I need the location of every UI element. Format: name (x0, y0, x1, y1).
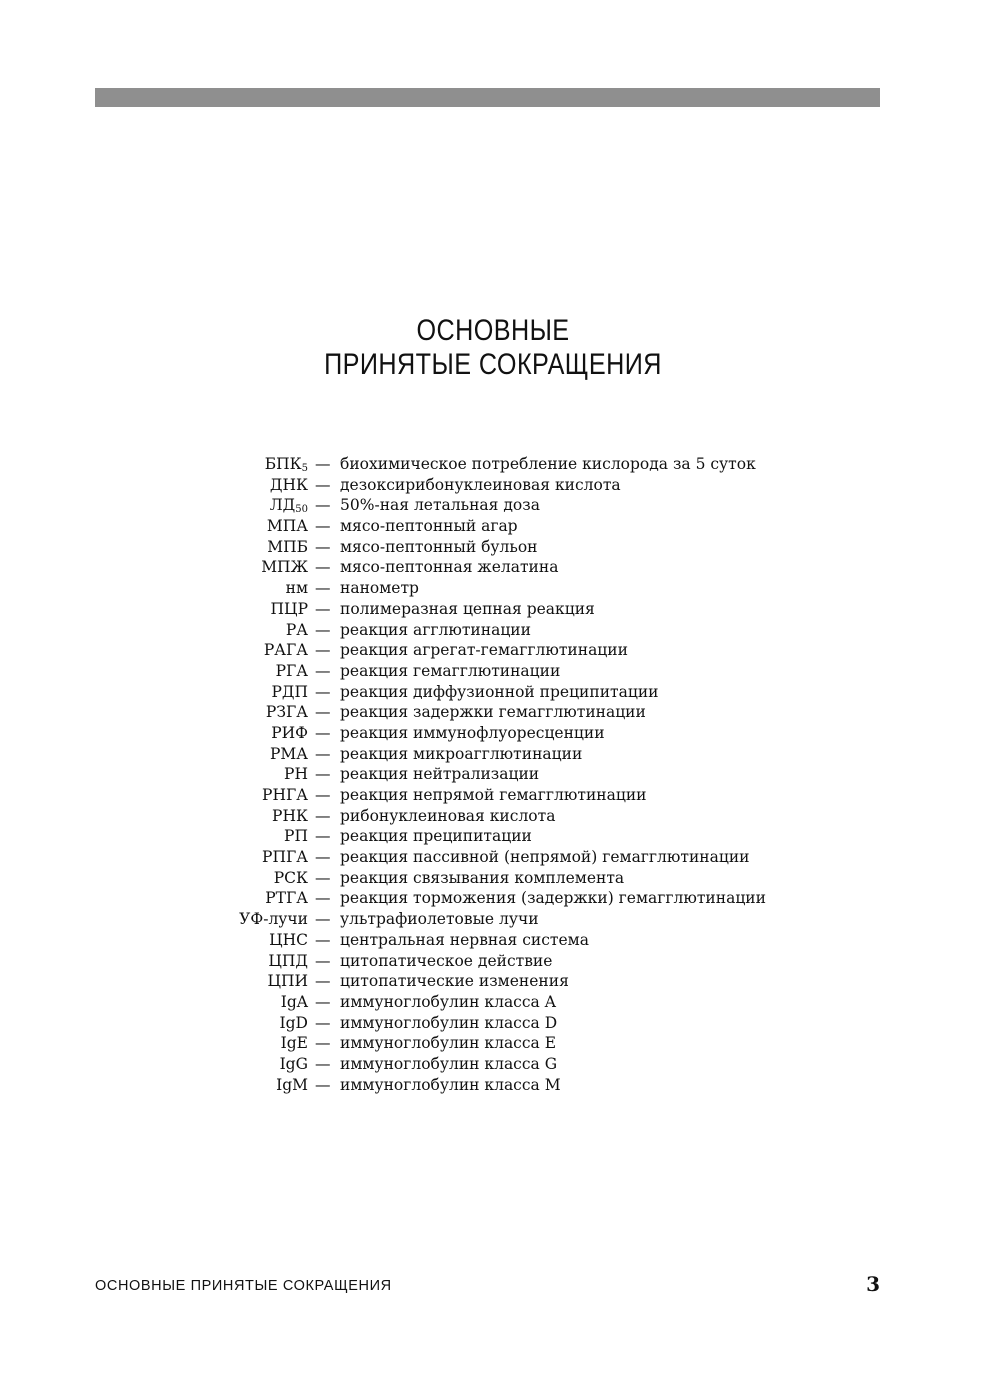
running-footer-title: ОСНОВНЫЕ ПРИНЯТЫЕ СОКРАЩЕНИЯ (95, 1278, 392, 1294)
abbreviation-definition: иммуноглобулин класса A (340, 992, 556, 1011)
abbreviation-row (0, 661, 986, 682)
abbreviation-term-text: РИФ (271, 723, 308, 742)
abbreviation-term (270, 495, 308, 516)
abbreviation-row (0, 888, 986, 909)
abbreviation-definition: реакция агглютинации (340, 620, 531, 639)
abbreviation-dash: — (315, 889, 331, 908)
abbreviation-term-text: IgG (279, 1054, 308, 1073)
abbreviation-term (276, 1075, 308, 1096)
abbreviation-dash: — (315, 992, 331, 1011)
abbreviation-term-text: РАГА (263, 641, 308, 660)
page-title (79, 314, 907, 382)
abbreviation-row (0, 495, 986, 516)
abbreviation-term-text: РЗГА (265, 703, 308, 722)
abbreviation-dash: — (315, 579, 331, 598)
abbreviation-dash: — (315, 868, 331, 887)
abbreviation-definition: иммуноглобулин класса M (340, 1075, 561, 1094)
abbreviation-row (0, 702, 986, 723)
abbreviation-term-text: БПК (264, 455, 302, 473)
abbreviation-dash: — (315, 723, 331, 742)
abbreviation-dash: — (315, 910, 331, 929)
abbreviation-row (0, 971, 986, 992)
abbreviation-dash: — (315, 1034, 331, 1053)
abbreviation-row (0, 682, 986, 703)
abbreviation-row (0, 723, 986, 744)
abbreviation-dash: — (315, 641, 331, 660)
abbreviation-definition: реакция преципитации (340, 827, 532, 846)
abbreviation-dash: — (315, 517, 331, 536)
abbreviation-term-text: РН (284, 765, 308, 784)
abbreviation-dash: — (315, 848, 331, 867)
abbreviation-term-text: УФ-лучи (239, 910, 308, 929)
abbreviation-term (269, 930, 308, 951)
abbreviation-row (0, 475, 986, 496)
abbreviation-dash: — (315, 765, 331, 784)
abbreviation-dash: — (315, 744, 331, 763)
abbreviation-term (264, 640, 308, 661)
abbreviation-term (281, 1033, 308, 1054)
abbreviation-definition: биохимическое потребление кислорода за 5 суток (340, 455, 756, 473)
abbreviation-dash: — (315, 1075, 331, 1094)
abbreviation-dash: — (315, 455, 331, 473)
abbreviation-term-text: РП (284, 827, 308, 846)
abbreviation-row (0, 826, 986, 847)
abbreviation-term-text: ДНК (269, 475, 308, 494)
abbreviation-dash: — (315, 930, 331, 949)
abbreviation-term (271, 599, 308, 620)
abbreviation-term-text: нм (285, 579, 308, 598)
abbreviation-dash: — (315, 620, 331, 639)
abbreviation-row (0, 557, 986, 578)
abbreviation-term-text: РСК (273, 868, 308, 887)
abbreviation-definition: реакция гемагглютинации (340, 661, 561, 680)
abbreviation-definition: иммуноглобулин класса D (340, 1013, 558, 1032)
abbreviation-dash: — (315, 475, 331, 494)
abbreviation-dash: — (315, 703, 331, 722)
abbreviation-term (265, 454, 308, 475)
abbreviation-definition: мясо-пептонный бульон (340, 537, 538, 556)
abbreviation-definition: мясо-пептонная желатина (340, 558, 559, 577)
abbreviation-term-text: ЦПИ (267, 972, 308, 991)
abbreviation-row (0, 992, 986, 1013)
abbreviation-term (267, 537, 308, 558)
abbreviation-definition: реакция непрямой гемагглютинации (340, 786, 647, 804)
abbreviation-row (0, 620, 986, 641)
abbreviation-definition: полимеразная цепная реакция (340, 599, 595, 618)
abbreviation-term-text: ЦПД (268, 951, 308, 970)
abbreviation-definition: мясо-пептонный агар (340, 517, 518, 536)
page-title-line-1: ОСНОВНЫЕ (416, 314, 570, 347)
abbreviation-row (0, 599, 986, 620)
abbreviation-definition: цитопатическое действие (340, 951, 553, 970)
abbreviation-definition: реакция иммунофлуоресценции (340, 723, 605, 742)
abbreviation-dash: — (315, 537, 331, 556)
abbreviation-term-text: ПЦР (270, 599, 308, 618)
abbreviation-definition: реакция торможения (задержки) гемагглютинации (340, 889, 766, 908)
abbreviation-definition: реакция нейтрализации (340, 765, 540, 784)
abbreviation-row (0, 744, 986, 765)
abbreviation-term (262, 847, 308, 868)
abbreviation-row (0, 806, 986, 827)
abbreviation-dash: — (315, 951, 331, 970)
abbreviation-term (271, 723, 308, 744)
abbreviation-term-text: РНК (272, 806, 308, 825)
abbreviation-row (0, 847, 986, 868)
abbreviation-term (280, 1013, 308, 1034)
abbreviation-dash: — (315, 1054, 331, 1073)
abbreviation-row (0, 1054, 986, 1075)
abbreviation-row (0, 764, 986, 785)
header-rule (95, 88, 880, 107)
abbreviation-dash: — (315, 1013, 331, 1032)
abbreviation-definition: нанометр (340, 579, 419, 598)
abbreviation-definition: цитопатические изменения (340, 972, 569, 991)
abbreviation-term (276, 661, 308, 682)
abbreviation-row (0, 537, 986, 558)
abbreviation-term-text: РГА (275, 661, 308, 680)
abbreviation-term (270, 475, 308, 496)
page-title-line-2: ПРИНЯТЫЕ СОКРАЩЕНИЯ (324, 348, 662, 381)
abbreviation-term (262, 785, 308, 806)
abbreviation-definition: дезоксирибонуклеиновая кислота (340, 475, 621, 494)
abbreviation-dash: — (315, 661, 331, 680)
abbreviation-definition: реакция пассивной (непрямой) гемагглютинации (340, 848, 750, 867)
abbreviation-term-text: IgM (276, 1075, 308, 1094)
abbreviation-definition: центральная нервная система (340, 930, 589, 949)
abbreviation-definition: иммуноглобулин класса G (340, 1054, 558, 1073)
abbreviation-definition: ультрафиолетовые лучи (340, 910, 539, 929)
abbreviation-term-text: РПГА (262, 848, 308, 867)
abbreviation-row (0, 516, 986, 537)
abbreviation-subscript: 5 (301, 463, 308, 474)
abbreviation-term-text: МПБ (267, 537, 308, 556)
abbreviation-term-text: ЦНС (269, 930, 308, 949)
abbreviation-dash: — (315, 599, 331, 618)
abbreviation-row (0, 1033, 986, 1054)
abbreviation-term (272, 806, 308, 827)
abbreviation-term (286, 620, 308, 641)
abbreviation-term-text: РНГА (262, 786, 308, 804)
abbreviation-row (0, 640, 986, 661)
abbreviation-definition: рибонуклеиновая кислота (340, 806, 556, 825)
abbreviation-term (239, 909, 308, 930)
abbreviation-definition: реакция связывания комплемента (340, 868, 625, 887)
abbreviation-term-text: МПА (266, 517, 308, 536)
abbreviation-row (0, 868, 986, 889)
abbreviation-row (0, 909, 986, 930)
abbreviation-term (270, 744, 308, 765)
abbreviation-dash: — (315, 496, 331, 515)
abbreviation-term (261, 557, 308, 578)
abbreviation-definition: реакция задержки гемагглютинации (340, 703, 646, 722)
abbreviation-term (267, 971, 308, 992)
abbreviation-term-text: IgD (279, 1013, 308, 1032)
abbreviation-subscript: 50 (295, 504, 308, 516)
abbreviation-term-text: МПЖ (261, 558, 308, 577)
abbreviation-term (268, 951, 308, 972)
abbreviation-list (0, 454, 986, 1095)
abbreviation-term (271, 682, 308, 703)
abbreviation-row (0, 930, 986, 951)
abbreviation-row (0, 951, 986, 972)
abbreviation-term (284, 764, 308, 785)
abbreviation-dash: — (315, 972, 331, 991)
page-number: 3 (866, 1272, 880, 1296)
abbreviation-term-text: IgA (280, 992, 308, 1011)
abbreviation-row (0, 1013, 986, 1034)
abbreviation-dash: — (315, 827, 331, 846)
abbreviation-term (281, 992, 308, 1013)
abbreviation-term (266, 702, 308, 723)
abbreviation-term (274, 868, 308, 889)
abbreviation-term (280, 1054, 308, 1075)
abbreviation-definition: реакция диффузионной преципитации (340, 682, 659, 701)
abbreviation-dash: — (315, 682, 331, 701)
abbreviation-term (267, 516, 308, 537)
abbreviation-term-text: РМА (269, 744, 308, 763)
abbreviation-term-text: РА (285, 620, 308, 639)
abbreviation-term-text: РДП (271, 682, 308, 701)
abbreviation-definition: реакция микроагглютинации (340, 744, 583, 763)
abbreviation-term (265, 888, 308, 909)
abbreviation-row (0, 1075, 986, 1096)
abbreviation-dash: — (315, 786, 331, 804)
abbreviation-row (0, 578, 986, 599)
abbreviation-definition: 50%-ная летальная доза (340, 496, 540, 515)
abbreviation-definition: реакция агрегат-гемагглютинации (340, 641, 628, 660)
abbreviation-term-text: РТГА (265, 889, 308, 908)
abbreviation-dash: — (315, 558, 331, 577)
abbreviation-term (286, 578, 308, 599)
abbreviation-row (0, 454, 986, 475)
abbreviation-definition: иммуноглобулин класса E (340, 1034, 557, 1053)
abbreviation-term-text: IgE (280, 1034, 308, 1053)
abbreviation-term (284, 826, 308, 847)
abbreviation-row (0, 785, 986, 806)
abbreviation-term-text: ЛД (269, 496, 296, 515)
abbreviation-dash: — (315, 806, 331, 825)
